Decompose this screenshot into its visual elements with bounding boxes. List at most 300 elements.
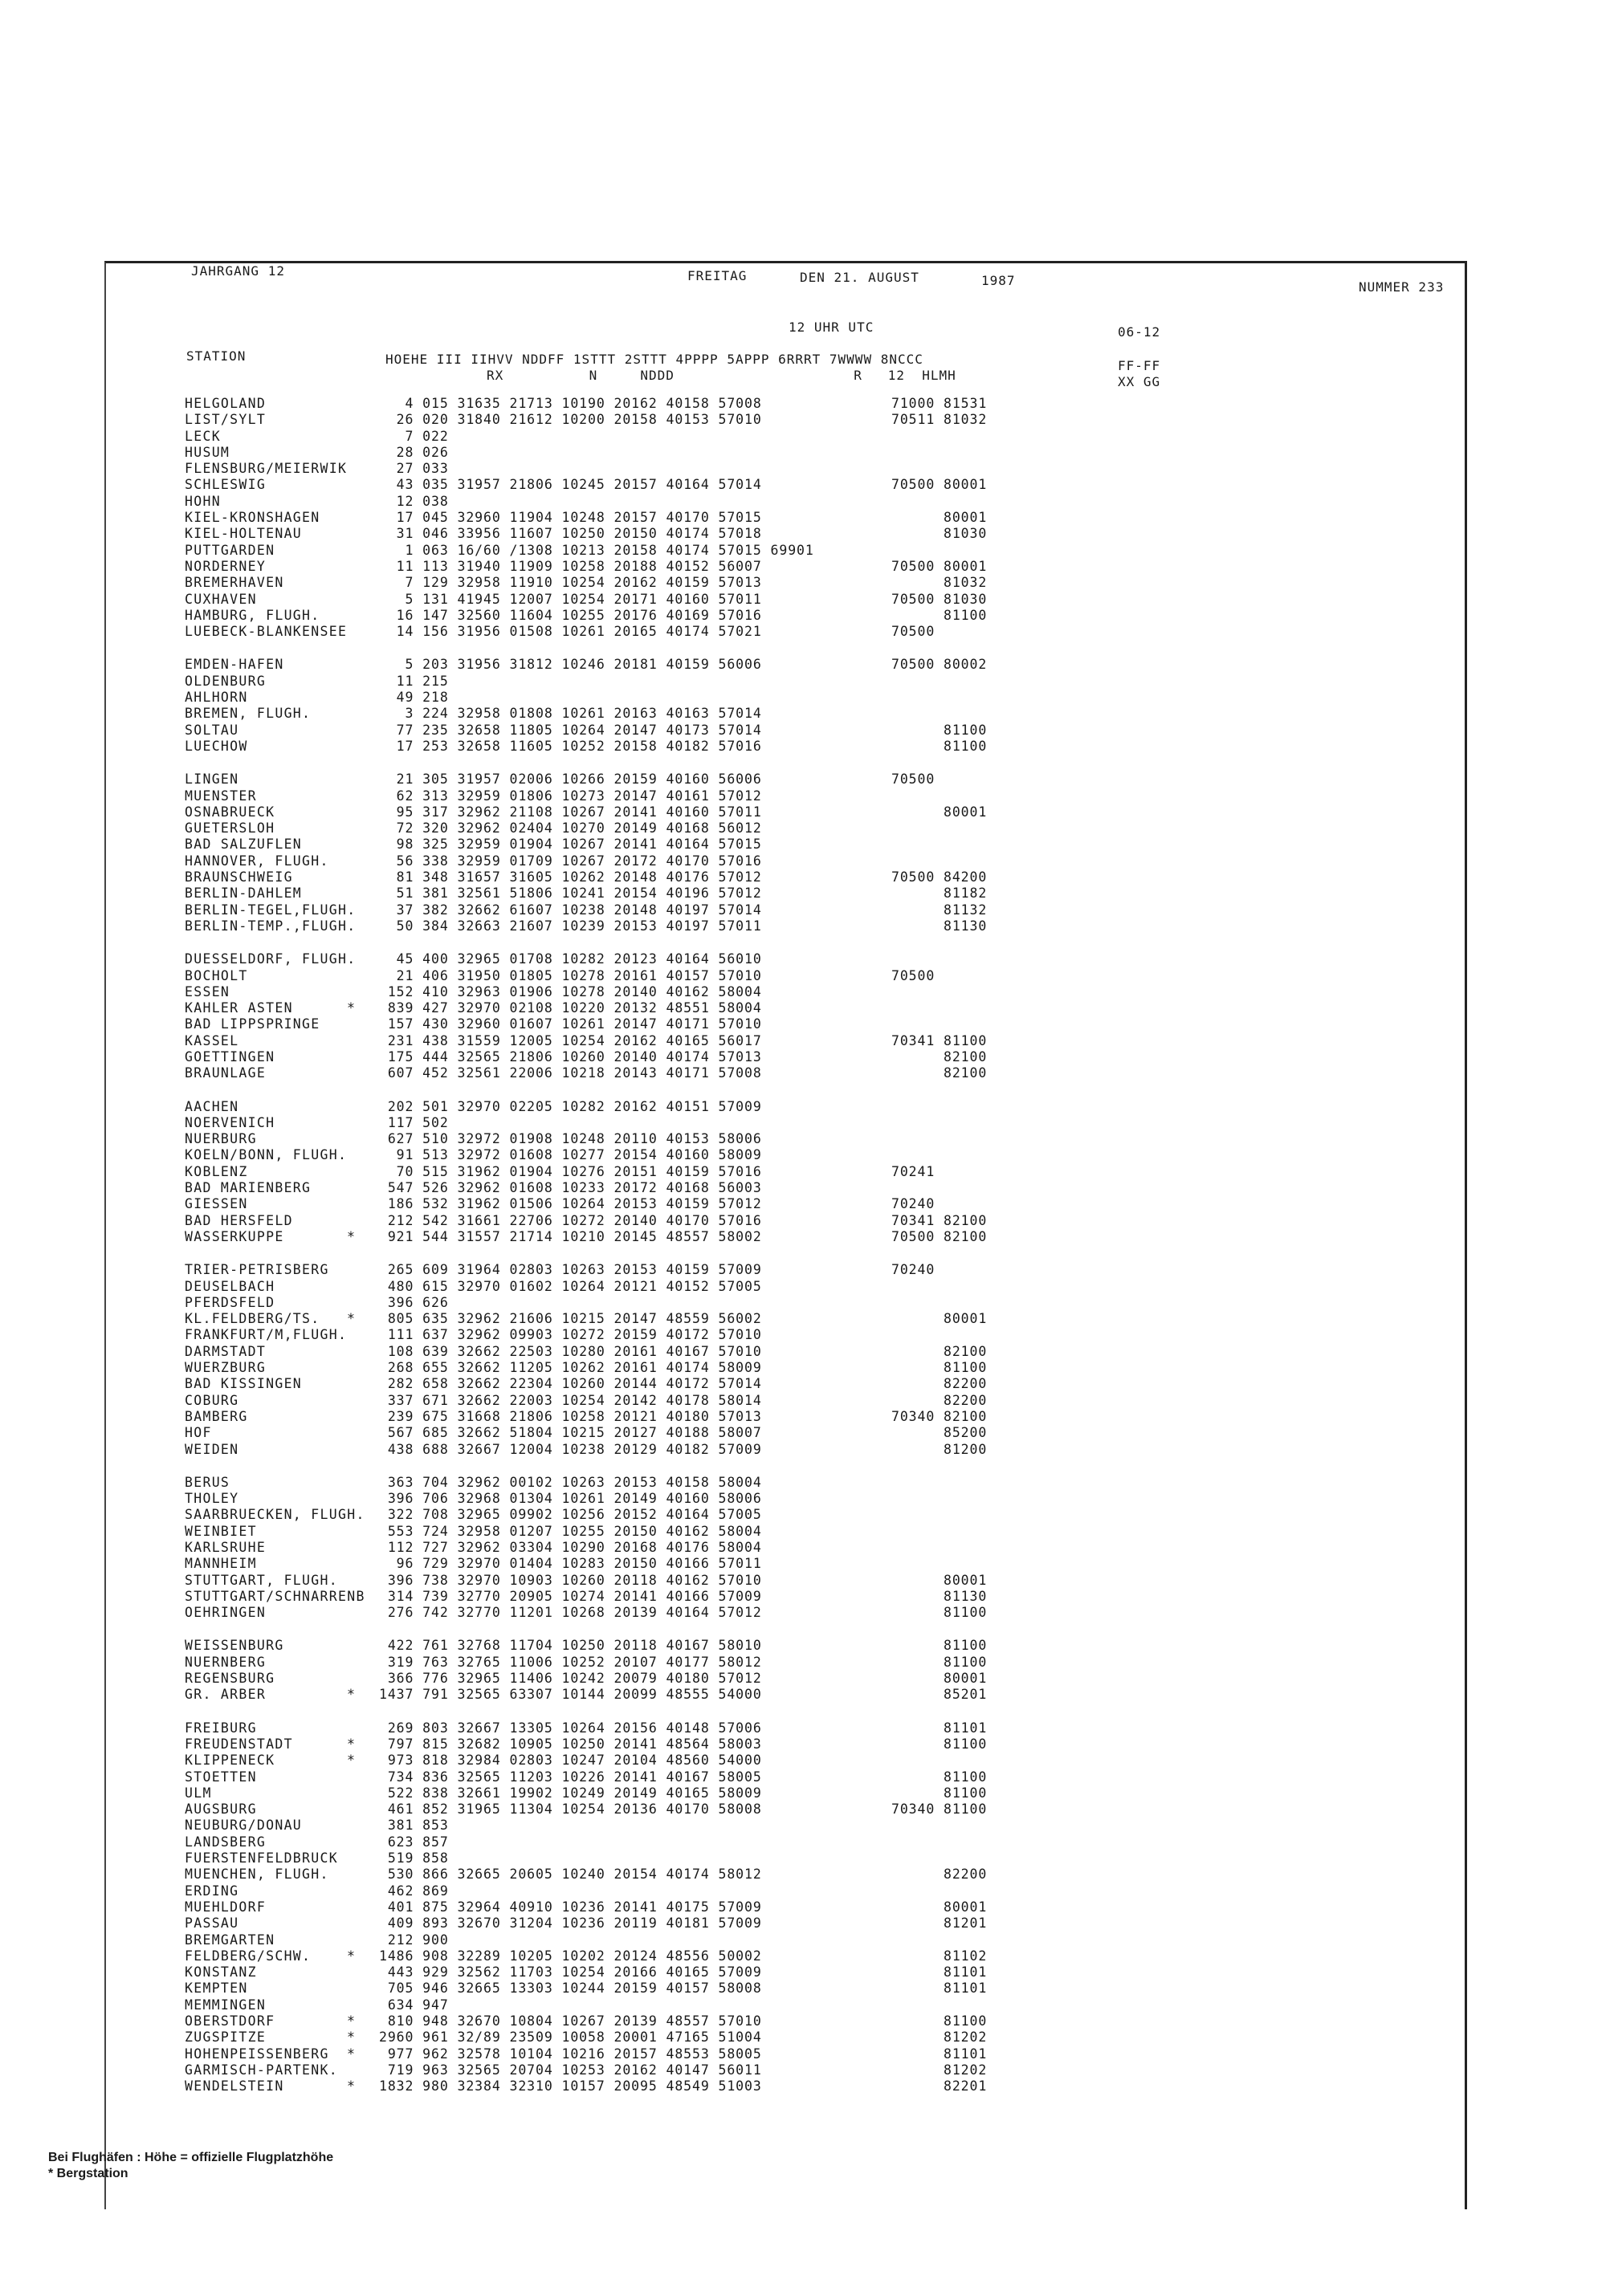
- table-row: [185, 1507, 1229, 1523]
- extra-data: 70500 81030: [891, 591, 988, 607]
- table-row: [185, 526, 1229, 542]
- station-name: PASSAU: [185, 1915, 239, 1932]
- table-row: [185, 1834, 1229, 1850]
- station-name: LANDSBERG: [185, 1834, 267, 1850]
- table-row: [185, 1376, 1229, 1392]
- table-row: [185, 1196, 1229, 1212]
- station-name: OSNABRUECK: [185, 804, 275, 820]
- table-row: [185, 510, 1229, 526]
- observation-data: 276 742 32770 11201 10268 20139 40164 57012: [379, 1605, 762, 1621]
- footer-mountain-note: * Bergstation: [48, 2167, 128, 2180]
- observation-data: 17 045 32960 11904 10248 20157 40170 57015: [379, 510, 762, 526]
- observation-data: 95 317 32962 21108 10267 20141 40160 57011: [379, 804, 762, 820]
- observation-data: 77 235 32658 11805 10264 20147 40173 57014: [379, 722, 762, 738]
- station-name: KOBLENZ: [185, 1163, 248, 1179]
- table-row: [185, 2078, 1229, 2094]
- station-name: DUESSELDORF, FLUGH.: [185, 951, 357, 967]
- observation-data: 108 639 32662 22503 10280 20161 40167 57010: [379, 1343, 762, 1359]
- station-name: BAD KISSINGEN: [185, 1376, 303, 1392]
- station-group: [185, 1475, 1229, 1622]
- table-row: [185, 1573, 1229, 1589]
- station-name: PUTTGARDEN: [185, 542, 275, 558]
- table-row: [185, 1262, 1229, 1278]
- station-name: KEMPTEN: [185, 1981, 248, 1997]
- observation-data: 96 729 32970 01404 10283 20150 40166 57011: [379, 1556, 762, 1572]
- table-row: [185, 1720, 1229, 1736]
- observation-data: 719 963 32565 20704 10253 20162 40147 56011: [379, 2062, 762, 2078]
- table-row: [185, 2029, 1229, 2046]
- observation-data: 519 858: [379, 1850, 449, 1867]
- year-label: 1987: [981, 273, 1016, 288]
- station-name: NEUBURG/DONAU: [185, 1818, 303, 1834]
- extra-data: 81100: [891, 1785, 988, 1801]
- table-row: [185, 1769, 1229, 1785]
- station-name: BAD HERSFELD: [185, 1212, 293, 1228]
- station-name: WASSERKUPPE: [185, 1228, 284, 1244]
- station-name: HOHENPEISSENBERG: [185, 2046, 329, 2062]
- extra-data: 80001: [891, 804, 988, 820]
- station-name: ULM: [185, 1785, 212, 1801]
- table-row: [185, 1147, 1229, 1163]
- table-row: [185, 559, 1229, 575]
- extra-data: 81100: [891, 2013, 988, 2029]
- extra-data: 81100: [891, 607, 988, 623]
- observation-data: 1832 980 32384 32310 10157 20095 48549 51003: [379, 2078, 762, 2094]
- observation-data: 212 542 31661 22706 10272 20140 40170 57016: [379, 1212, 762, 1228]
- table-row: [185, 1475, 1229, 1491]
- observation-data: 480 615 32970 01602 10264 20121 40152 57005: [379, 1278, 762, 1294]
- station-name: FREIBURG: [185, 1720, 257, 1736]
- station-name: ERDING: [185, 1883, 239, 1899]
- table-row: [185, 1655, 1229, 1671]
- extra-data: 70240: [891, 1262, 935, 1278]
- station-name: HUSUM: [185, 444, 230, 460]
- observation-data: 319 763 32765 11006 10252 20107 40177 58012: [379, 1654, 762, 1670]
- observation-data: 21 305 31957 02006 10266 20159 40160 56006: [379, 771, 762, 788]
- extra-data: 71000 81531: [891, 396, 988, 411]
- observation-data: 49 218: [379, 690, 449, 706]
- observation-data: 567 685 32662 51804 10215 20127 40188 58007: [379, 1425, 762, 1441]
- table-row: [185, 608, 1229, 624]
- observation-data: 1437 791 32565 63307 10144 20099 48555 54000: [379, 1687, 762, 1703]
- observation-data: 396 626: [379, 1294, 449, 1310]
- table-row: [185, 2013, 1229, 2029]
- extra-data: 81100: [891, 722, 988, 738]
- station-name: WEISSENBURG: [185, 1638, 284, 1654]
- table-row: [185, 1115, 1229, 1131]
- station-name: AUGSBURG: [185, 1801, 257, 1818]
- table-row: [185, 1016, 1229, 1032]
- station-name: STOETTEN: [185, 1769, 257, 1785]
- observation-data: 70 515 31962 01904 10276 20151 40159 57016: [379, 1163, 762, 1179]
- observation-data: 607 452 32561 22006 10218 20143 40171 57008: [379, 1065, 762, 1081]
- station-group: [185, 951, 1229, 1081]
- table-row: [185, 1213, 1229, 1229]
- station-name: FLENSBURG/MEIERWIK: [185, 461, 348, 477]
- observation-data: 231 438 31559 12005 10254 20162 40165 56017: [379, 1032, 762, 1048]
- table-row: [185, 1000, 1229, 1016]
- station-name: NUERBURG: [185, 1131, 257, 1147]
- mountain-marker: *: [347, 1311, 355, 1327]
- mountain-marker: *: [347, 2013, 355, 2029]
- station-name: KONSTANZ: [185, 1964, 257, 1981]
- observation-data: 3 224 32958 01808 10261 20163 40163 57014: [379, 706, 762, 722]
- observation-data: 117 502: [379, 1114, 449, 1130]
- station-name: AHLHORN: [185, 690, 248, 706]
- observation-data: 16 147 32560 11604 10255 20176 40169 57016: [379, 607, 762, 623]
- observation-data: 363 704 32962 00102 10263 20153 40158 58004: [379, 1474, 762, 1490]
- station-name: DARMSTADT: [185, 1343, 267, 1359]
- station-group: [185, 1720, 1229, 2095]
- observation-data: 396 738 32970 10903 10260 20118 40162 57010: [379, 1572, 762, 1588]
- table-row: [185, 1360, 1229, 1376]
- observation-data: 409 893 32670 31204 10236 20119 40181 57009: [379, 1915, 762, 1932]
- extra-data: 70511 81032: [891, 412, 988, 428]
- extra-data: 81101: [891, 2046, 988, 2062]
- observation-data: 381 853: [379, 1818, 449, 1834]
- extra-data: 70241: [891, 1163, 935, 1179]
- table-row: [185, 869, 1229, 885]
- observation-data: 56 338 32959 01709 10267 20172 40170 57016: [379, 853, 762, 869]
- station-name: BRAUNSCHWEIG: [185, 869, 293, 885]
- table-row: [185, 592, 1229, 608]
- table-row: [185, 543, 1229, 559]
- station-name: WUERZBURG: [185, 1360, 267, 1376]
- station-name: PFERDSFELD: [185, 1294, 275, 1310]
- table-row: [185, 1344, 1229, 1360]
- station-name: GIESSEN: [185, 1196, 248, 1212]
- mountain-marker: *: [347, 1000, 355, 1016]
- station-name: GOETTINGEN: [185, 1048, 275, 1065]
- extra-data: 81201: [891, 1915, 988, 1932]
- observation-data: 268 655 32662 11205 10262 20161 40174 58009: [379, 1360, 762, 1376]
- station-name: KAHLER ASTEN: [185, 1000, 293, 1016]
- station-name: REGENSBURG: [185, 1671, 275, 1687]
- mountain-marker: *: [347, 2046, 355, 2062]
- station-name: BREMEN, FLUGH.: [185, 706, 312, 722]
- extra-data: 81130: [891, 918, 988, 934]
- extra-data: 70340 82100: [891, 1408, 988, 1424]
- station-name: BERLIN-DAHLEM: [185, 885, 303, 902]
- table-row: [185, 1049, 1229, 1065]
- observation-data: 797 815 32682 10905 10250 20141 48564 58003: [379, 1736, 762, 1752]
- observation-data: 112 727 32962 03304 10290 20168 40176 58004: [379, 1540, 762, 1555]
- table-row: [185, 984, 1229, 1000]
- extra-data: 70500 84200: [891, 869, 988, 885]
- station-name: HANNOVER, FLUGH.: [185, 853, 329, 869]
- observation-data: 27 033: [379, 461, 449, 477]
- extra-data: 81100: [891, 1605, 988, 1621]
- table-row: [185, 1589, 1229, 1605]
- station-name: KOELN/BONN, FLUGH.: [185, 1147, 348, 1163]
- table-row: [185, 1997, 1229, 2013]
- station-name: KL.FELDBERG/TS.: [185, 1311, 320, 1327]
- observation-data: 396 706 32968 01304 10261 20149 40160 58006: [379, 1491, 762, 1507]
- table-row: [185, 445, 1229, 461]
- table-row: [185, 968, 1229, 984]
- station-name: FELDBERG/SCHW.: [185, 1948, 312, 1964]
- mountain-marker: *: [347, 1753, 355, 1769]
- observation-data: 921 544 31557 21714 10210 20145 48557 58002: [379, 1228, 762, 1244]
- table-row: [185, 1540, 1229, 1556]
- station-name: HAMBURG, FLUGH.: [185, 607, 320, 623]
- observation-data: 422 761 32768 11704 10250 20118 40167 58010: [379, 1638, 762, 1654]
- station-name: BOCHOLT: [185, 967, 248, 983]
- observation-data: 461 852 31965 11304 10254 20136 40170 58008: [379, 1801, 762, 1818]
- observation-data: 11 113 31940 11909 10258 20188 40152 56007: [379, 558, 762, 574]
- table-row: [185, 1964, 1229, 1981]
- table-row: [185, 1556, 1229, 1572]
- station-name: KLIPPENECK: [185, 1753, 275, 1769]
- extra-data: 81200: [891, 1441, 988, 1457]
- station-name: MUEHLDORF: [185, 1899, 267, 1915]
- observation-data: 1 063 16/60 /1308 10213 20158 40174 57015 69901: [379, 542, 814, 558]
- station-name: MANNHEIM: [185, 1556, 257, 1572]
- observation-data: 17 253 32658 11605 10252 20158 40182 57016: [379, 738, 762, 754]
- table-row: [185, 1229, 1229, 1245]
- extra-data: 70341 82100: [891, 1212, 988, 1228]
- station-name: SOLTAU: [185, 722, 239, 738]
- table-row: [185, 918, 1229, 934]
- table-row: [185, 1033, 1229, 1049]
- table-row: [185, 1850, 1229, 1867]
- table-row: [185, 853, 1229, 869]
- table-row: [185, 2062, 1229, 2078]
- table-row: [185, 1605, 1229, 1621]
- table-row: [185, 885, 1229, 902]
- station-name: LECK: [185, 428, 221, 444]
- station-group: [185, 771, 1229, 934]
- observation-data: 443 929 32562 11703 10254 20166 40165 57009: [379, 1964, 762, 1981]
- observation-data: 522 838 32661 19902 10249 20149 40165 58009: [379, 1785, 762, 1801]
- column-codes-line1: HOEHE III IIHVV NDDFF 1STTT 2STTT 4PPPP 5APPP 6RRRT 7WWWW 8NCCC: [385, 352, 923, 367]
- observation-data: 186 532 31962 01506 10264 20153 40159 57012: [379, 1196, 762, 1212]
- observation-data: 14 156 31956 01508 10261 20165 40174 57021: [379, 624, 762, 640]
- table-row: [185, 657, 1229, 673]
- observation-data: 111 637 32962 09903 10272 20159 40172 57010: [379, 1327, 762, 1343]
- table-row: [185, 690, 1229, 706]
- station-name: KASSEL: [185, 1032, 239, 1048]
- table-row: [185, 1753, 1229, 1769]
- station-name: WEIDEN: [185, 1441, 239, 1457]
- observation-data: 839 427 32970 02108 10220 20132 48551 58004: [379, 1000, 762, 1016]
- extra-data: 81202: [891, 2062, 988, 2078]
- extra-data: 70240: [891, 1196, 935, 1212]
- observation-data: 623 857: [379, 1834, 449, 1850]
- issue-number: NUMMER 233: [1359, 279, 1445, 295]
- extra-data: 81100: [891, 1654, 988, 1670]
- station-name: WENDELSTEIN: [185, 2078, 284, 2094]
- extra-data: 80001: [891, 1671, 988, 1687]
- extra-data: 81100: [891, 1736, 988, 1752]
- table-row: [185, 1131, 1229, 1147]
- observation-data: 810 948 32670 10804 10267 20139 48557 57010: [379, 2013, 762, 2029]
- station-group: [185, 1262, 1229, 1458]
- table-row: [185, 477, 1229, 493]
- station-name: LINGEN: [185, 771, 239, 788]
- extra-data: 70500 80001: [891, 477, 988, 493]
- table-row: [185, 1524, 1229, 1540]
- observation-data: 45 400 32965 01708 10282 20123 40164 56010: [379, 951, 762, 967]
- table-row: [185, 624, 1229, 640]
- table-row: [185, 1736, 1229, 1753]
- table-row: [185, 1295, 1229, 1311]
- table-row: [185, 1425, 1229, 1441]
- observation-data: 634 947: [379, 1997, 449, 2013]
- observation-data: 530 866 32665 20605 10240 20154 40174 58012: [379, 1867, 762, 1883]
- table-row: [185, 837, 1229, 853]
- station-name: ESSEN: [185, 983, 230, 999]
- station-name: BERUS: [185, 1474, 230, 1490]
- observation-data: 265 609 31964 02803 10263 20153 40159 57009: [379, 1262, 762, 1278]
- observation-data: 21 406 31950 01805 10278 20161 40157 57010: [379, 967, 762, 983]
- table-row: [185, 1442, 1229, 1458]
- table-row: [185, 1883, 1229, 1899]
- extra-data: 70341 81100: [891, 1032, 988, 1048]
- station-name: BAD MARIENBERG: [185, 1180, 312, 1196]
- observation-data: 175 444 32565 21806 10260 20140 40174 57013: [379, 1048, 762, 1065]
- station-name: FRANKFURT/M,FLUGH.: [185, 1327, 348, 1343]
- station-name: MEMMINGEN: [185, 1997, 267, 2013]
- station-name: BERLIN-TEGEL,FLUGH.: [185, 902, 357, 918]
- table-row: [185, 461, 1229, 477]
- table-row: [185, 1327, 1229, 1343]
- station-name: STUTTGART, FLUGH.: [185, 1572, 338, 1588]
- table-row: [185, 706, 1229, 722]
- observation-data: 11 215: [379, 673, 449, 689]
- table-row: [185, 396, 1229, 412]
- table-row: [185, 1948, 1229, 1964]
- extra-data: 70500: [891, 967, 935, 983]
- observation-data: 98 325 32959 01904 10267 20141 40164 57015: [379, 837, 762, 853]
- extra-data: 70500 82100: [891, 1228, 988, 1244]
- extra-data: 70500 80002: [891, 657, 988, 673]
- observation-data: 547 526 32962 01608 10233 20172 40168 56003: [379, 1180, 762, 1196]
- extra-data: 80001: [891, 1572, 988, 1588]
- station-name: FREUDENSTADT: [185, 1736, 293, 1752]
- observation-data: 7 129 32958 11910 10254 20162 40159 57013: [379, 575, 762, 591]
- table-row: [185, 1164, 1229, 1180]
- observation-data: 734 836 32565 11203 10226 20141 40167 58005: [379, 1769, 762, 1785]
- station-name: GARMISCH-PARTENK.: [185, 2062, 338, 2078]
- table-row: [185, 1311, 1229, 1327]
- table-row: [185, 1801, 1229, 1818]
- observation-data: 51 381 32561 51806 10241 20154 40196 57012: [379, 885, 762, 902]
- extra-data: 81101: [891, 1981, 988, 1997]
- station-group: [185, 1099, 1229, 1246]
- observation-data: 462 869: [379, 1883, 449, 1899]
- extra-data: 82200: [891, 1392, 988, 1408]
- station-name: OLDENBURG: [185, 673, 267, 689]
- extra-data: 82100: [891, 1048, 988, 1065]
- extra-data: 81030: [891, 526, 988, 542]
- extra-data: 82200: [891, 1376, 988, 1392]
- station-group: [185, 657, 1229, 755]
- observation-data: 1486 908 32289 10205 10202 20124 48556 50002: [379, 1948, 762, 1964]
- observation-data: 282 658 32662 22304 10260 20144 40172 57014: [379, 1376, 762, 1392]
- station-name: LUEBECK-BLANKENSEE: [185, 624, 348, 640]
- station-name: WEINBIET: [185, 1523, 257, 1539]
- station-name: ZUGSPITZE: [185, 2029, 267, 2046]
- station-name: BAD LIPPSPRINGE: [185, 1016, 320, 1032]
- extra-data: 80001: [891, 1899, 988, 1915]
- observation-data: 72 320 32962 02404 10270 20149 40168 56012: [379, 820, 762, 837]
- observation-data: 314 739 32770 20905 10274 20141 40166 57009: [379, 1588, 762, 1604]
- extra-data: 85201: [891, 1687, 988, 1703]
- station-name: STUTTGART/SCHNARRENB: [185, 1588, 365, 1604]
- station-name: HELGOLAND: [185, 396, 267, 411]
- station-name: EMDEN-HAFEN: [185, 657, 284, 673]
- column-extra-ff: FF-FF: [1118, 358, 1161, 373]
- mountain-marker: *: [347, 2029, 355, 2046]
- station-name: DEUSELBACH: [185, 1278, 275, 1294]
- extra-data: 81032: [891, 575, 988, 591]
- observation-data: 26 020 31840 21612 10200 20158 40153 57010: [379, 412, 762, 428]
- table-row: [185, 739, 1229, 755]
- extra-data: 81100: [891, 1638, 988, 1654]
- table-row: [185, 1409, 1229, 1425]
- table-row: [185, 1915, 1229, 1932]
- table-row: [185, 1899, 1229, 1915]
- table-row: [185, 494, 1229, 510]
- table-row: [185, 1279, 1229, 1295]
- extra-data: 70340 81100: [891, 1801, 988, 1818]
- day-label: FREITAG: [687, 268, 748, 283]
- station-name: NOERVENICH: [185, 1114, 275, 1130]
- station-name: KARLSRUHE: [185, 1540, 267, 1555]
- observation-data: 62 313 32959 01806 10273 20147 40161 57012: [379, 788, 762, 804]
- jahrgang-label: JAHRGANG 12: [191, 263, 285, 279]
- table-row: [185, 1687, 1229, 1703]
- observation-data: 705 946 32665 13303 10244 20159 40157 58008: [379, 1981, 762, 1997]
- station-name: GR. ARBER: [185, 1687, 267, 1703]
- table-row: [185, 951, 1229, 967]
- table-row: [185, 412, 1229, 428]
- observation-data: 269 803 32667 13305 10264 20156 40148 57006: [379, 1720, 762, 1736]
- station-name: OBERSTDORF: [185, 2013, 275, 2029]
- table-row: [185, 804, 1229, 820]
- table-row: [185, 1065, 1229, 1081]
- observation-data: 366 776 32965 11406 10242 20079 40180 57012: [379, 1671, 762, 1687]
- station-name: MUENCHEN, FLUGH.: [185, 1867, 329, 1883]
- observation-data: 977 962 32578 10104 10216 20157 48553 58005: [379, 2046, 762, 2062]
- mountain-marker: *: [347, 1687, 355, 1703]
- mountain-marker: *: [347, 2078, 355, 2094]
- date-label: DEN 21. AUGUST: [800, 270, 919, 285]
- table-row: [185, 1818, 1229, 1834]
- observation-data: 805 635 32962 21606 10215 20147 48559 56002: [379, 1311, 762, 1327]
- extra-data: 81100: [891, 738, 988, 754]
- table-row: [185, 1099, 1229, 1115]
- station-name: MUENSTER: [185, 788, 257, 804]
- observation-data: 152 410 32963 01906 10278 20140 40162 58004: [379, 983, 762, 999]
- observation-data: 50 384 32663 21607 10239 20153 40197 57011: [379, 918, 762, 934]
- station-group: [185, 396, 1229, 640]
- table-row: [185, 674, 1229, 690]
- table-row: [185, 902, 1229, 918]
- observation-data: 973 818 32984 02803 10247 20104 48560 54000: [379, 1753, 762, 1769]
- observation-data: 627 510 32972 01908 10248 20110 40153 58006: [379, 1131, 762, 1147]
- station-name: BRAUNLAGE: [185, 1065, 267, 1081]
- station-name: FUERSTENFELDBRUCK: [185, 1850, 338, 1867]
- observation-data: 4 015 31635 21713 10190 20162 40158 57008: [379, 396, 762, 411]
- table-row: [185, 2046, 1229, 2062]
- station-name: SAARBRUECKEN, FLUGH.: [185, 1507, 365, 1523]
- extra-data: 70500: [891, 624, 935, 640]
- extra-data: 82100: [891, 1065, 988, 1081]
- station-name: SCHLESWIG: [185, 477, 267, 493]
- time-label: 12 UHR UTC: [789, 320, 874, 335]
